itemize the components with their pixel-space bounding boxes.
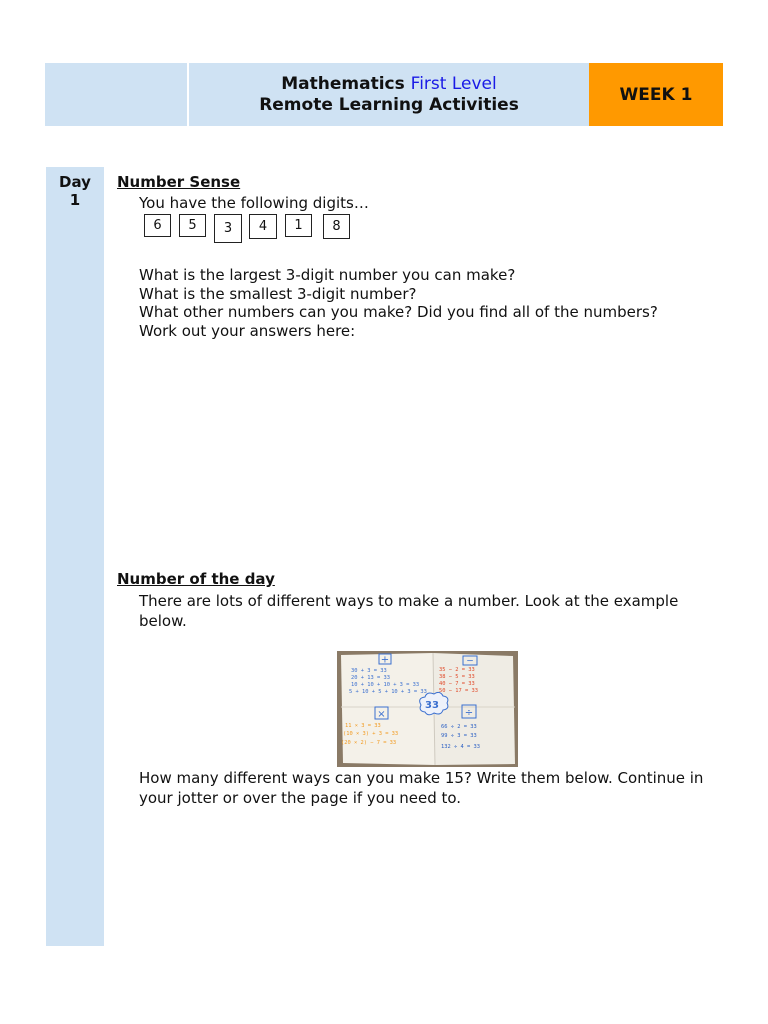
digit-card: 4 <box>249 214 277 239</box>
minus-line: 35 − 2 = 33 <box>439 667 475 673</box>
day-label-word: Day <box>59 173 91 191</box>
digit-card: 6 <box>144 214 171 237</box>
example-photo <box>337 651 518 767</box>
minus-symbol: − <box>466 656 474 667</box>
center-number: 33 <box>425 700 439 711</box>
day-label <box>46 173 104 209</box>
header-title-cell <box>189 63 589 126</box>
task-text: How many different ways can you make 15? Write them below. Continue in your jotter or over the page if you need to. <box>139 769 704 807</box>
digit-card: 8 <box>323 214 350 239</box>
divide-line: 66 ÷ 2 = 33 <box>441 724 477 730</box>
plus-line: 30 + 3 = 33 <box>351 668 387 674</box>
times-line: (20 × 2) − 7 = 33 <box>341 740 397 746</box>
day-column <box>46 167 104 946</box>
number-sense-title: Number Sense <box>117 173 241 191</box>
plus-line: 20 + 13 = 33 <box>351 675 390 681</box>
times-symbol: × <box>377 709 386 720</box>
digit-card: 3 <box>214 214 242 243</box>
minus-line: 50 − 17 = 33 <box>439 688 478 694</box>
digit-card: 5 <box>179 214 206 237</box>
number-sense-intro: You have the following digits… <box>139 194 369 212</box>
number-of-day-intro: There are lots of different ways to make a number. Look at the example below. <box>139 592 679 630</box>
plus-symbol: + <box>380 654 390 666</box>
question-largest: What is the largest 3-digit number you can make? <box>139 266 516 284</box>
plus-line: 5 + 10 + 5 + 10 + 3 = 33 <box>349 689 427 695</box>
question-smallest: What is the smallest 3-digit number? <box>139 285 417 303</box>
digit-cards <box>144 214 350 243</box>
page-title <box>281 74 496 95</box>
answers-prompt: Work out your answers here: <box>139 322 356 340</box>
week-badge: WEEK 1 <box>589 63 723 126</box>
day-label-number: 1 <box>69 191 81 209</box>
page-subtitle: Remote Learning Activities <box>259 94 519 115</box>
header-blank-cell <box>45 63 187 126</box>
minus-line: 38 − 5 = 33 <box>439 674 475 680</box>
header-table <box>45 63 723 126</box>
divide-line: 132 ÷ 4 = 33 <box>441 744 480 750</box>
plus-line: 10 + 10 + 10 + 3 = 33 <box>351 682 420 688</box>
divide-symbol: ÷ <box>464 707 474 719</box>
title-prefix: Mathematics <box>281 73 411 94</box>
digit-card: 1 <box>285 214 312 237</box>
minus-line: 40 − 7 = 33 <box>439 681 475 687</box>
times-line: (10 × 3) + 3 = 33 <box>343 731 399 737</box>
question-other: What other numbers can you make? Did you find all of the numbers? <box>139 303 658 321</box>
divide-line: 99 ÷ 3 = 33 <box>441 733 477 739</box>
times-line: 11 × 3 = 33 <box>345 723 381 729</box>
number-of-day-title: Number of the day <box>117 570 275 588</box>
title-level: First Level <box>410 73 497 94</box>
